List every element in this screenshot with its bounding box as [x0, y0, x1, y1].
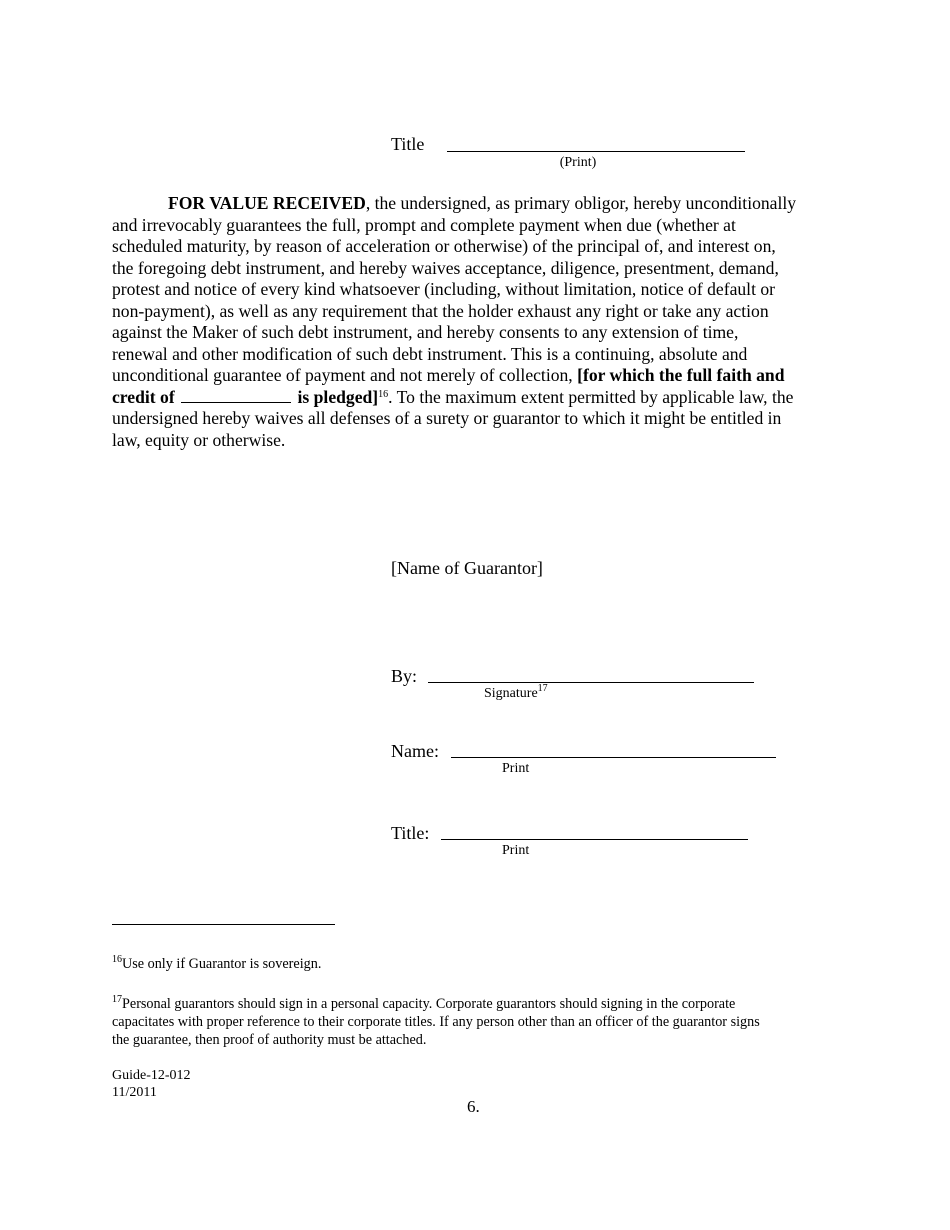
- footnote-17: $^{17}$Personal guarantors should sign in a personal capacity. Corporate guarantors should signing in the corporate capacitates with proper reference to their corporate titles. If any person other than an officer of the guarantor signs the guarantee, then proof of authority must be attached.: [112, 994, 760, 1048]
- footnote-separator: [112, 924, 335, 925]
- name-label: Name:: [391, 741, 439, 761]
- page-number: 6.: [467, 1097, 480, 1116]
- top-title-label: Title: [391, 134, 425, 154]
- guarantee-paragraph: FOR VALUE RECEIVED, the undersigned, as primary obligor, hereby unconditionally and irrevocably guarantees the full, prompt and complete payment when due (whether at scheduled maturity, by reason of acceleration or otherwise) of the principal of, and interest on, the foregoing debt instrument, and hereby waives acceptance, diligence, presentment, demand, protest and notice of every kind whatsoever (including, without limitation, notice of default or non-payment), as well as any requirement that the holder exhaust any right or take any action against the Maker of such debt instrument, and hereby consents to any extension of time, renewal and other modification of such debt instrument. This is a continuing, absolute and unconditional guarantee of payment and not merely of collection, [for which the full faith and credit of is pledged]$^{16}$. To the maximum extent permitted by applicable law, the undersigned hereby waives all defenses of a surety or guarantor to which it might be entitled in law, equity or otherwise.: [112, 193, 797, 450]
- top-title-field[interactable]: [447, 151, 745, 152]
- title-field[interactable]: [441, 839, 748, 840]
- title-label: Title:: [391, 823, 430, 843]
- title-hint: Print: [502, 843, 530, 858]
- pledge-clause: [for which the full faith and: [577, 365, 785, 385]
- signature-hint: Signature$^{17}$: [484, 683, 548, 701]
- guarantor-name: [Name of Guarantor]: [391, 558, 543, 578]
- pledging-entity-blank[interactable]: [181, 388, 291, 403]
- top-title-hint: (Print): [559, 155, 597, 170]
- footnote-ref-17[interactable]: 17: [537, 683, 548, 694]
- by-label: By:: [391, 666, 418, 686]
- guarantee-lead: FOR VALUE RECEIVED: [168, 193, 366, 213]
- signature-field[interactable]: [428, 682, 754, 683]
- name-hint: Print: [502, 761, 530, 776]
- doc-date: 11/2011: [112, 1085, 157, 1100]
- name-field[interactable]: [451, 757, 776, 758]
- footnote-ref-16[interactable]: 16: [378, 388, 389, 400]
- guide-number: Guide-12-012: [112, 1068, 191, 1083]
- footnote-16: $^{16}$Use only if Guarantor is sovereign.: [112, 954, 322, 972]
